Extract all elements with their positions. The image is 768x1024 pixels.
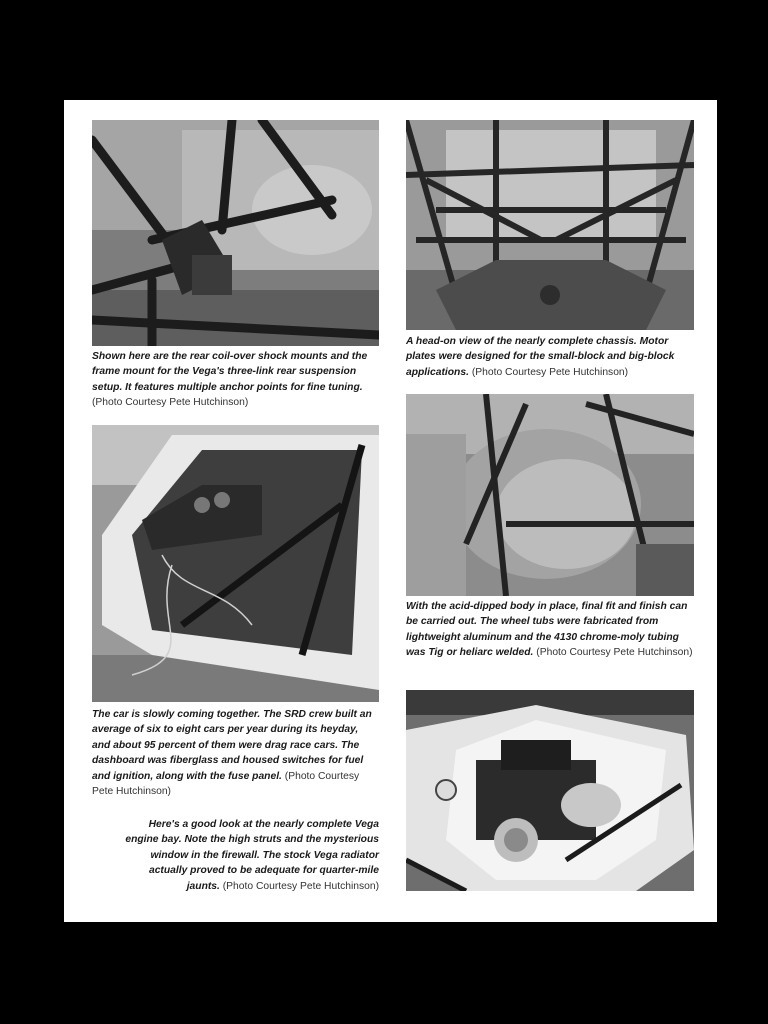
chassis-head-on-photo (406, 120, 694, 330)
engine-bay-caption (92, 817, 379, 894)
caption-text: Shown here are the rear coil-over shock mounts and the frame mount for the Vega's three-link rear suspension setup. It features multiple anchor points for fine tuning. (92, 351, 368, 393)
car-interior-photo (92, 425, 379, 702)
caption-text: Here's a good look at the nearly complete Vega engine bay. Note the high struts and the mysterious window in the firewall. The stock Vega radiator actually proved to be adequate for quarter-mile jaunts. (125, 819, 379, 892)
photo-credit: (Photo Courtesy Pete Hutchinson) (92, 770, 360, 798)
rear-suspension-caption (92, 349, 379, 411)
caption-text: With the acid-dipped body in place, final fit and finish can be carried out. The wheel tubs were fabricated from lightweight aluminum and the 4130 chrome-moly tubing was Tig or heliarc welded. (406, 601, 688, 659)
acid-dipped-body-caption (406, 599, 694, 661)
book-page (64, 100, 717, 922)
photo-credit: (Photo Courtesy Pete Hutchinson) (471, 366, 629, 378)
photo-credit: (Photo Courtesy Pete Hutchinson) (92, 397, 249, 409)
photo-credit: (Photo Courtesy Pete Hutchinson) (536, 647, 693, 659)
chassis-head-on-caption (406, 334, 694, 380)
engine-bay-photo (406, 690, 694, 891)
caption-text: The car is slowly coming together. The SRD crew built an average of six to eight cars per year during its heyday, and about 95 percent of them were drag race cars. The dashboard was fiberglass and housed switches for fuel and ignition, along with the fuse panel. (92, 709, 372, 782)
rear-suspension-photo (92, 120, 379, 346)
photo-credit: (Photo Courtesy Pete Hutchinson) (222, 880, 379, 892)
car-interior-caption (92, 707, 379, 799)
acid-dipped-body-photo (406, 394, 694, 596)
caption-text: A head-on view of the nearly complete chassis. Motor plates were designed for the small-block and big-block applications. (406, 336, 675, 378)
